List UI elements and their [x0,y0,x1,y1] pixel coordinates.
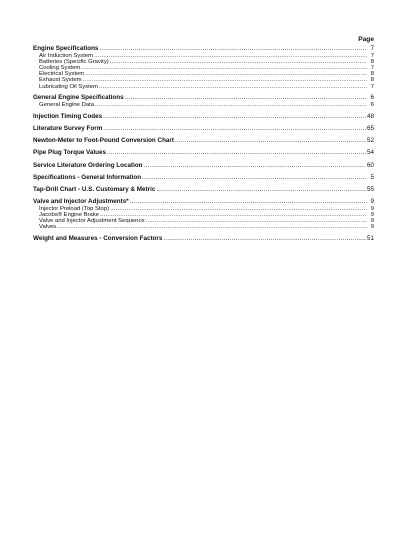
toc-heading-label: Newton-Meter to Foot-Pound Conversion Chart [33,137,174,145]
dot-leader [144,163,366,170]
dot-leader [130,199,367,206]
toc-page-number: 51 [366,235,374,243]
toc-heading-label: Valve and Injector Adjustments* [33,198,129,206]
toc-section [33,187,374,194]
toc-entry-heading[interactable] [33,175,374,182]
toc-page-number: 48 [366,112,374,120]
toc-heading-label: Tap-Drill Chart - U.S. Customary & Metric [33,185,156,193]
toc-section [33,138,374,145]
dot-leader [103,126,366,133]
toc-section [33,95,374,108]
dot-leader [107,150,366,157]
dot-leader [163,236,366,243]
toc-entry-heading[interactable] [33,199,374,206]
toc-entry-subitem[interactable] [33,224,374,230]
toc-heading-label: Engine Specifications [33,45,99,52]
toc-heading-label: Weight and Measures - Conversion Factors [33,235,163,243]
toc-page-number: 6 [370,94,374,102]
toc-subitem-label: General Engine Data [39,102,95,108]
dot-leader [175,138,366,145]
toc-page-number: 60 [366,161,374,169]
toc-page-number: 8 [370,71,374,78]
toc-heading-label: General Engine Specifications [33,94,124,102]
toc-entry-subitem[interactable] [33,84,374,90]
toc-section [33,114,374,121]
toc-page-number: 8 [370,58,374,65]
dot-leader [57,224,367,230]
dot-leader [142,175,367,182]
toc-subitem-label: Exhaust System [39,77,82,84]
toc-page-number: 9 [370,198,374,206]
toc-page-number: 7 [370,65,374,71]
dot-leader [99,46,367,53]
toc-section [33,199,374,230]
toc-subitem-label: Cooling System [39,65,81,71]
toc-section [33,236,374,243]
toc-page-number: 52 [366,137,374,145]
toc-heading-label: Service Literature Ordering Location [33,161,143,169]
toc-page-number: 7 [370,45,374,52]
toc-heading-label: Pipe Plug Torque Values [33,149,107,157]
toc-subitem-label: Jacobs® Engine Brake [39,211,100,218]
toc-section [33,175,374,182]
dot-leader [125,95,367,102]
dot-leader [156,187,366,194]
toc-heading-label: Literature Survey Form [33,124,103,132]
toc-page-number: 6 [370,102,374,108]
toc-page-number: 9 [370,205,374,212]
page-column-heading: Page [358,36,374,43]
toc-entry-heading[interactable] [33,95,374,102]
toc-entry-heading[interactable] [33,187,374,194]
toc-page-number: 5 [370,173,374,181]
toc-entry-heading[interactable] [33,114,374,121]
toc-page-number: 8 [370,77,374,84]
toc-subitem-label: Air Induction System [39,52,94,59]
toc-section [33,163,374,170]
toc-page-number: 9 [370,224,374,231]
toc-entry-heading[interactable] [33,236,374,243]
toc-entry-heading[interactable] [33,46,374,53]
toc-page-number: 65 [366,124,374,132]
toc-entry-subitem[interactable] [33,102,374,108]
toc-heading-label: Specifications - General Information [33,173,142,181]
toc-entry-heading[interactable] [33,126,374,133]
toc-subitem-label: Valve and Injector Adjustment Sequence [39,218,145,225]
toc-subitem-label: Batteries (Specific Gravity) [39,58,109,65]
toc-entry-heading[interactable] [33,150,374,157]
table-of-contents [33,46,374,248]
toc-page-number: 7 [370,52,374,59]
toc-entry-heading[interactable] [33,163,374,170]
toc-subitem-label: Electrical System [39,71,85,78]
toc-page-number: 54 [366,149,374,157]
dot-leader [95,102,367,108]
toc-subitem-label: Lubricating Oil System [39,83,98,90]
toc-section [33,150,374,157]
toc-heading-label: Injection Timing Codes [33,112,103,120]
toc-section [33,126,374,133]
toc-entry-heading[interactable] [33,138,374,145]
dot-leader [103,114,366,121]
toc-section [33,46,374,90]
toc-subitem-label: Injector Preload (Top Stop) [39,205,110,212]
toc-page-number: 55 [366,185,374,193]
toc-page-number: 9 [370,218,374,225]
dot-leader [99,84,367,90]
toc-page-number: 9 [370,211,374,218]
toc-page-number: 7 [370,83,374,90]
toc-subitem-label: Valves [39,224,57,231]
